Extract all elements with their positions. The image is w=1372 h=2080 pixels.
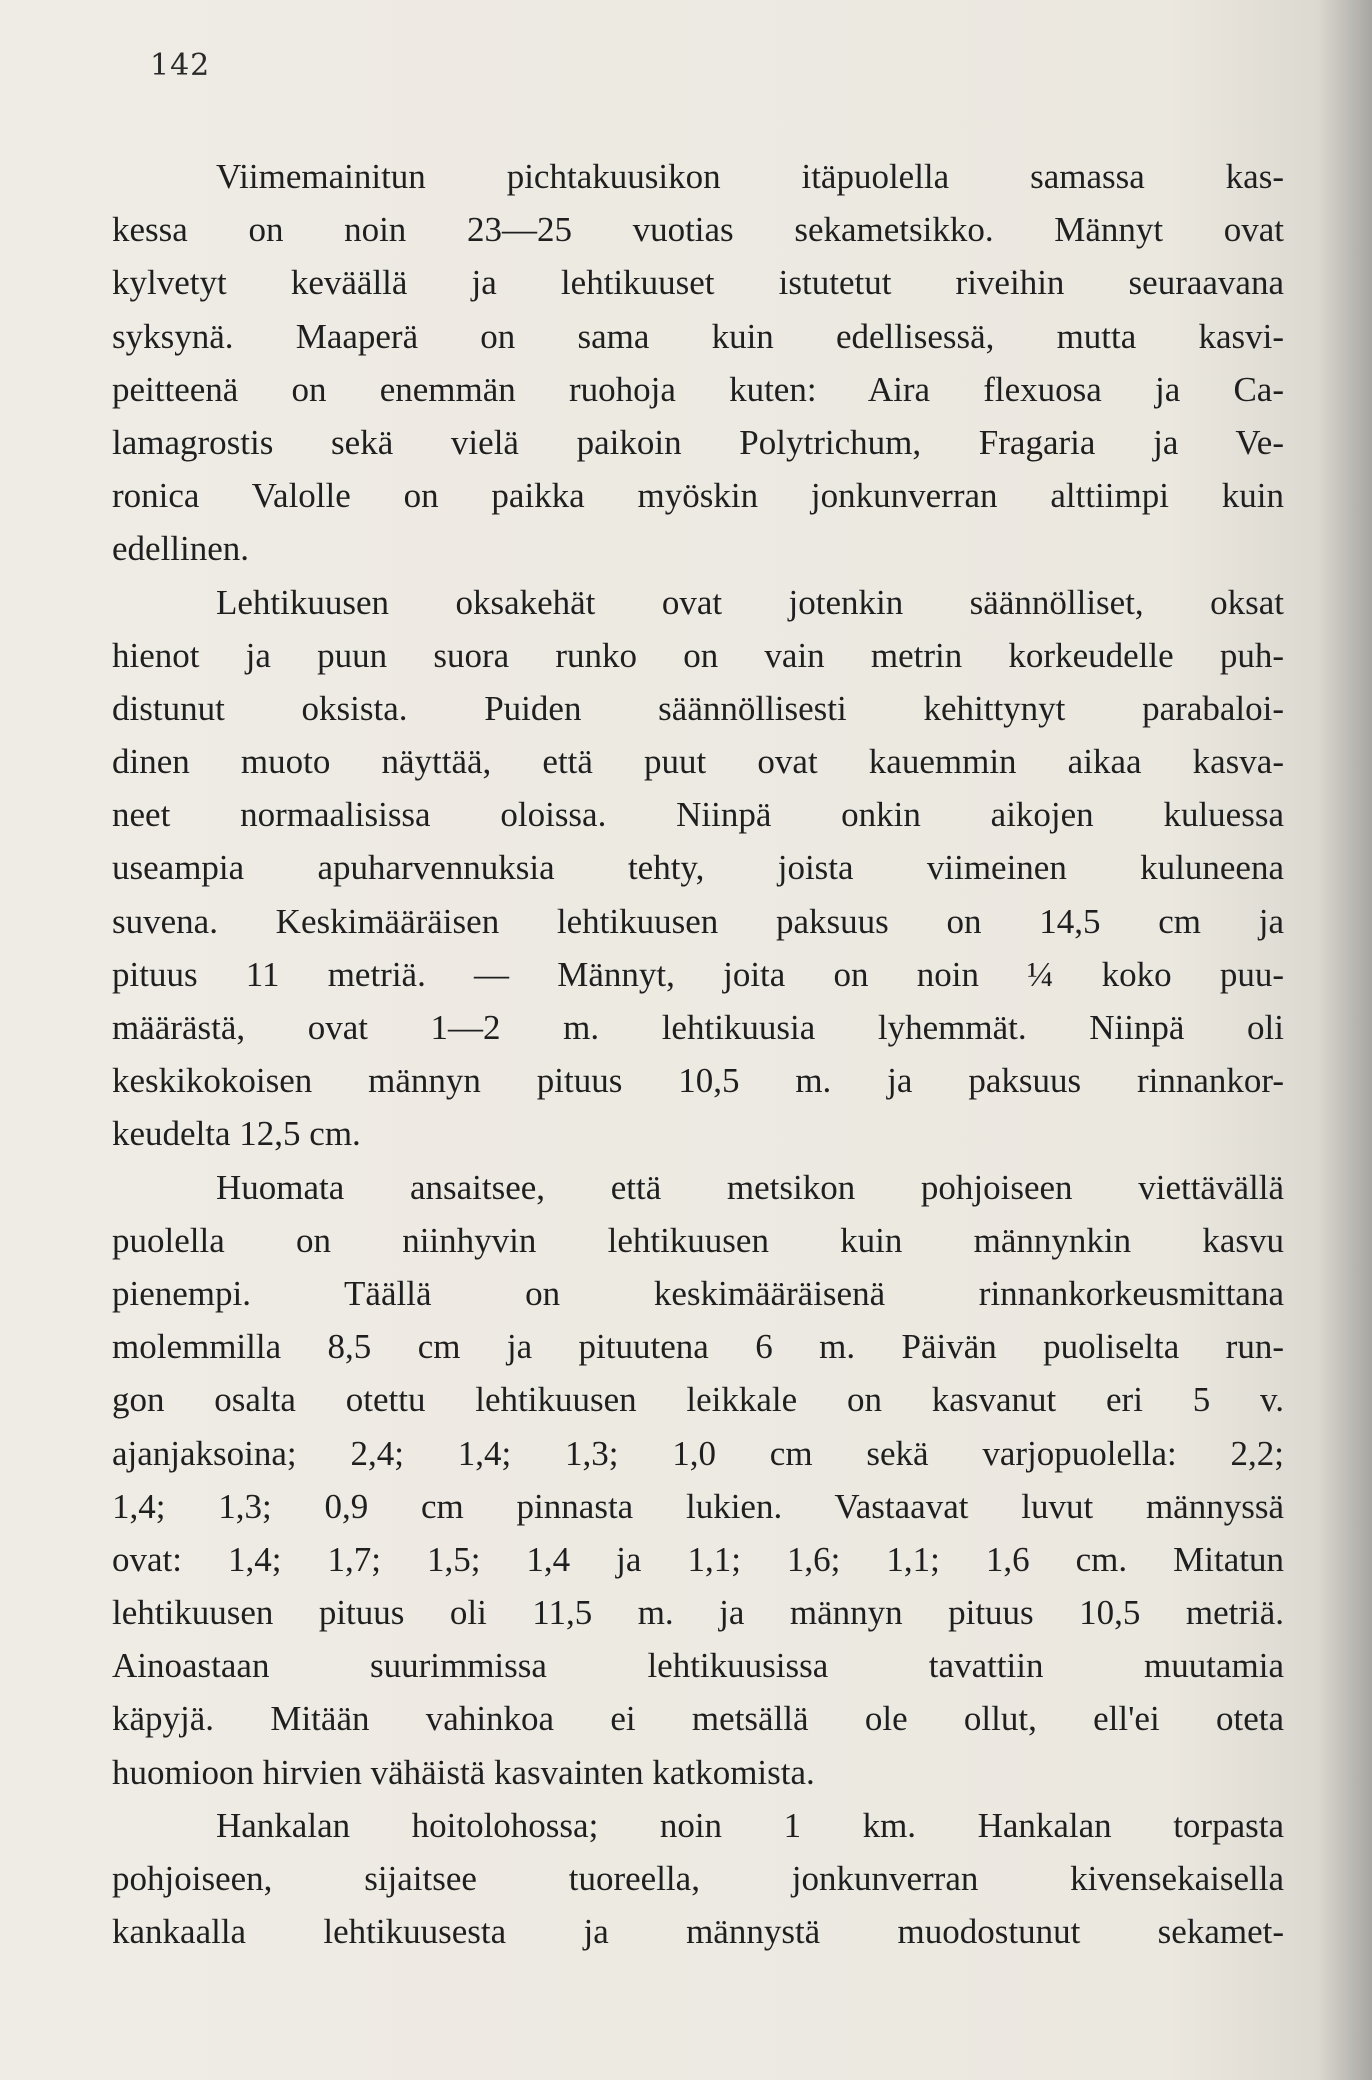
text-line: kankaalla lehtikuusesta ja männystä muodostunut sekamet- (112, 1912, 1284, 1952)
text-line: pienempi. Täällä on keskimääräisenä rinnankorkeusmittana (112, 1273, 1284, 1313)
text-line: Ainoastaan suurimmissa lehtikuusissa tavattiin muutamia (112, 1646, 1284, 1686)
text-line: määrästä, ovat 1—2 m. lehtikuusia lyhemmät. Niinpä oli (112, 1008, 1284, 1047)
text-line: ovat: 1,4; 1,7; 1,5; 1,4 ja 1,1; 1,6; 1,1; 1,6 cm. Mitatun (112, 1539, 1284, 1579)
text-line: ajanjaksoina; 2,4; 1,4; 1,3; 1,0 cm sekä varjopuolella: 2,2; (112, 1433, 1284, 1473)
text-line: molemmilla 8,5 cm ja pituutena 6 m. Päivän puoliselta run- (112, 1327, 1284, 1367)
text-line: keskikokoisen männyn pituus 10,5 m. ja paksuus rinnankor- (112, 1061, 1284, 1101)
paragraph-1 (112, 150, 1284, 576)
text-line: lehtikuusen pituus oli 11,5 m. ja männyn pituus 10,5 metriä. (112, 1593, 1284, 1633)
paragraph-3 (112, 1161, 1284, 1799)
text-line: pohjoiseen, sijaitsee tuoreella, jonkunverran kivensekaisella (112, 1859, 1284, 1898)
text-line: distunut oksista. Puiden säännöllisesti kehittynyt parabaloi- (112, 688, 1284, 728)
page-number: 142 (150, 48, 211, 83)
paragraph-4 (112, 1799, 1284, 1959)
text-line: edellinen. (112, 529, 250, 569)
text-line: dinen muoto näyttää, että puut ovat kauemmin aikaa kasva- (112, 742, 1284, 782)
text-line: neet normaalisissa oloissa. Niinpä onkin aikojen kuluessa (112, 795, 1284, 835)
text-line: peitteenä on enemmän ruohoja kuten: Aira flexuosa ja Ca- (112, 369, 1284, 409)
text-line: puolella on niinhyvin lehtikuusen kuin männynkin kasvu (112, 1220, 1284, 1260)
text-line: käpyjä. Mitään vahinkoa ei metsällä ole ollut, ell'ei oteta (112, 1699, 1284, 1739)
text-line: 1,4; 1,3; 0,9 cm pinnasta lukien. Vastaavat luvut männyssä (112, 1486, 1284, 1526)
text-line: kylvetyt keväällä ja lehtikuuset istutetut riveihin seuraavana (112, 263, 1284, 303)
text-line: gon osalta otettu lehtikuusen leikkale on kasvanut eri 5 v. (112, 1380, 1284, 1420)
text-line: ronica Valolle on paikka myöskin jonkunverran alttiimpi kuin (112, 476, 1284, 516)
text-line: hienot ja puun suora runko on vain metrin korkeudelle puh- (112, 635, 1284, 675)
text-line: pituus 11 metriä. — Männyt, joita on noin ¼ koko puu- (112, 954, 1284, 994)
text-line: suvena. Keskimääräisen lehtikuusen paksuus on 14,5 cm ja (112, 901, 1284, 941)
text-line: lamagrostis sekä vielä paikoin Polytrichum, Fragaria ja Ve- (112, 422, 1284, 462)
text-line: Hankalan hoitolohossa; noin 1 km. Hankalan torpasta (216, 1805, 1284, 1845)
text-line: useampia apuharvennuksia tehty, joista viimeinen kuluneena (112, 848, 1284, 888)
text-line: kessa on noin 23—25 vuotias sekametsikko. Männyt ovat (112, 210, 1284, 250)
text-line: Huomata ansaitsee, että metsikon pohjoiseen viettävällä (216, 1167, 1284, 1207)
text-line: syksynä. Maaperä on sama kuin edellisessä, mutta kasvi- (112, 316, 1284, 356)
text-line: Viimemainitun pichtakuusikon itäpuolella samassa kas- (216, 157, 1284, 196)
body-text (112, 150, 1284, 1958)
paragraph-2 (112, 576, 1284, 1161)
text-line: keudelta 12,5 cm. (112, 1114, 361, 1154)
text-line: huomioon hirvien vähäistä kasvainten katkomista. (112, 1752, 815, 1792)
text-line: Lehtikuusen oksakehät ovat jotenkin säännölliset, oksat (216, 582, 1284, 622)
